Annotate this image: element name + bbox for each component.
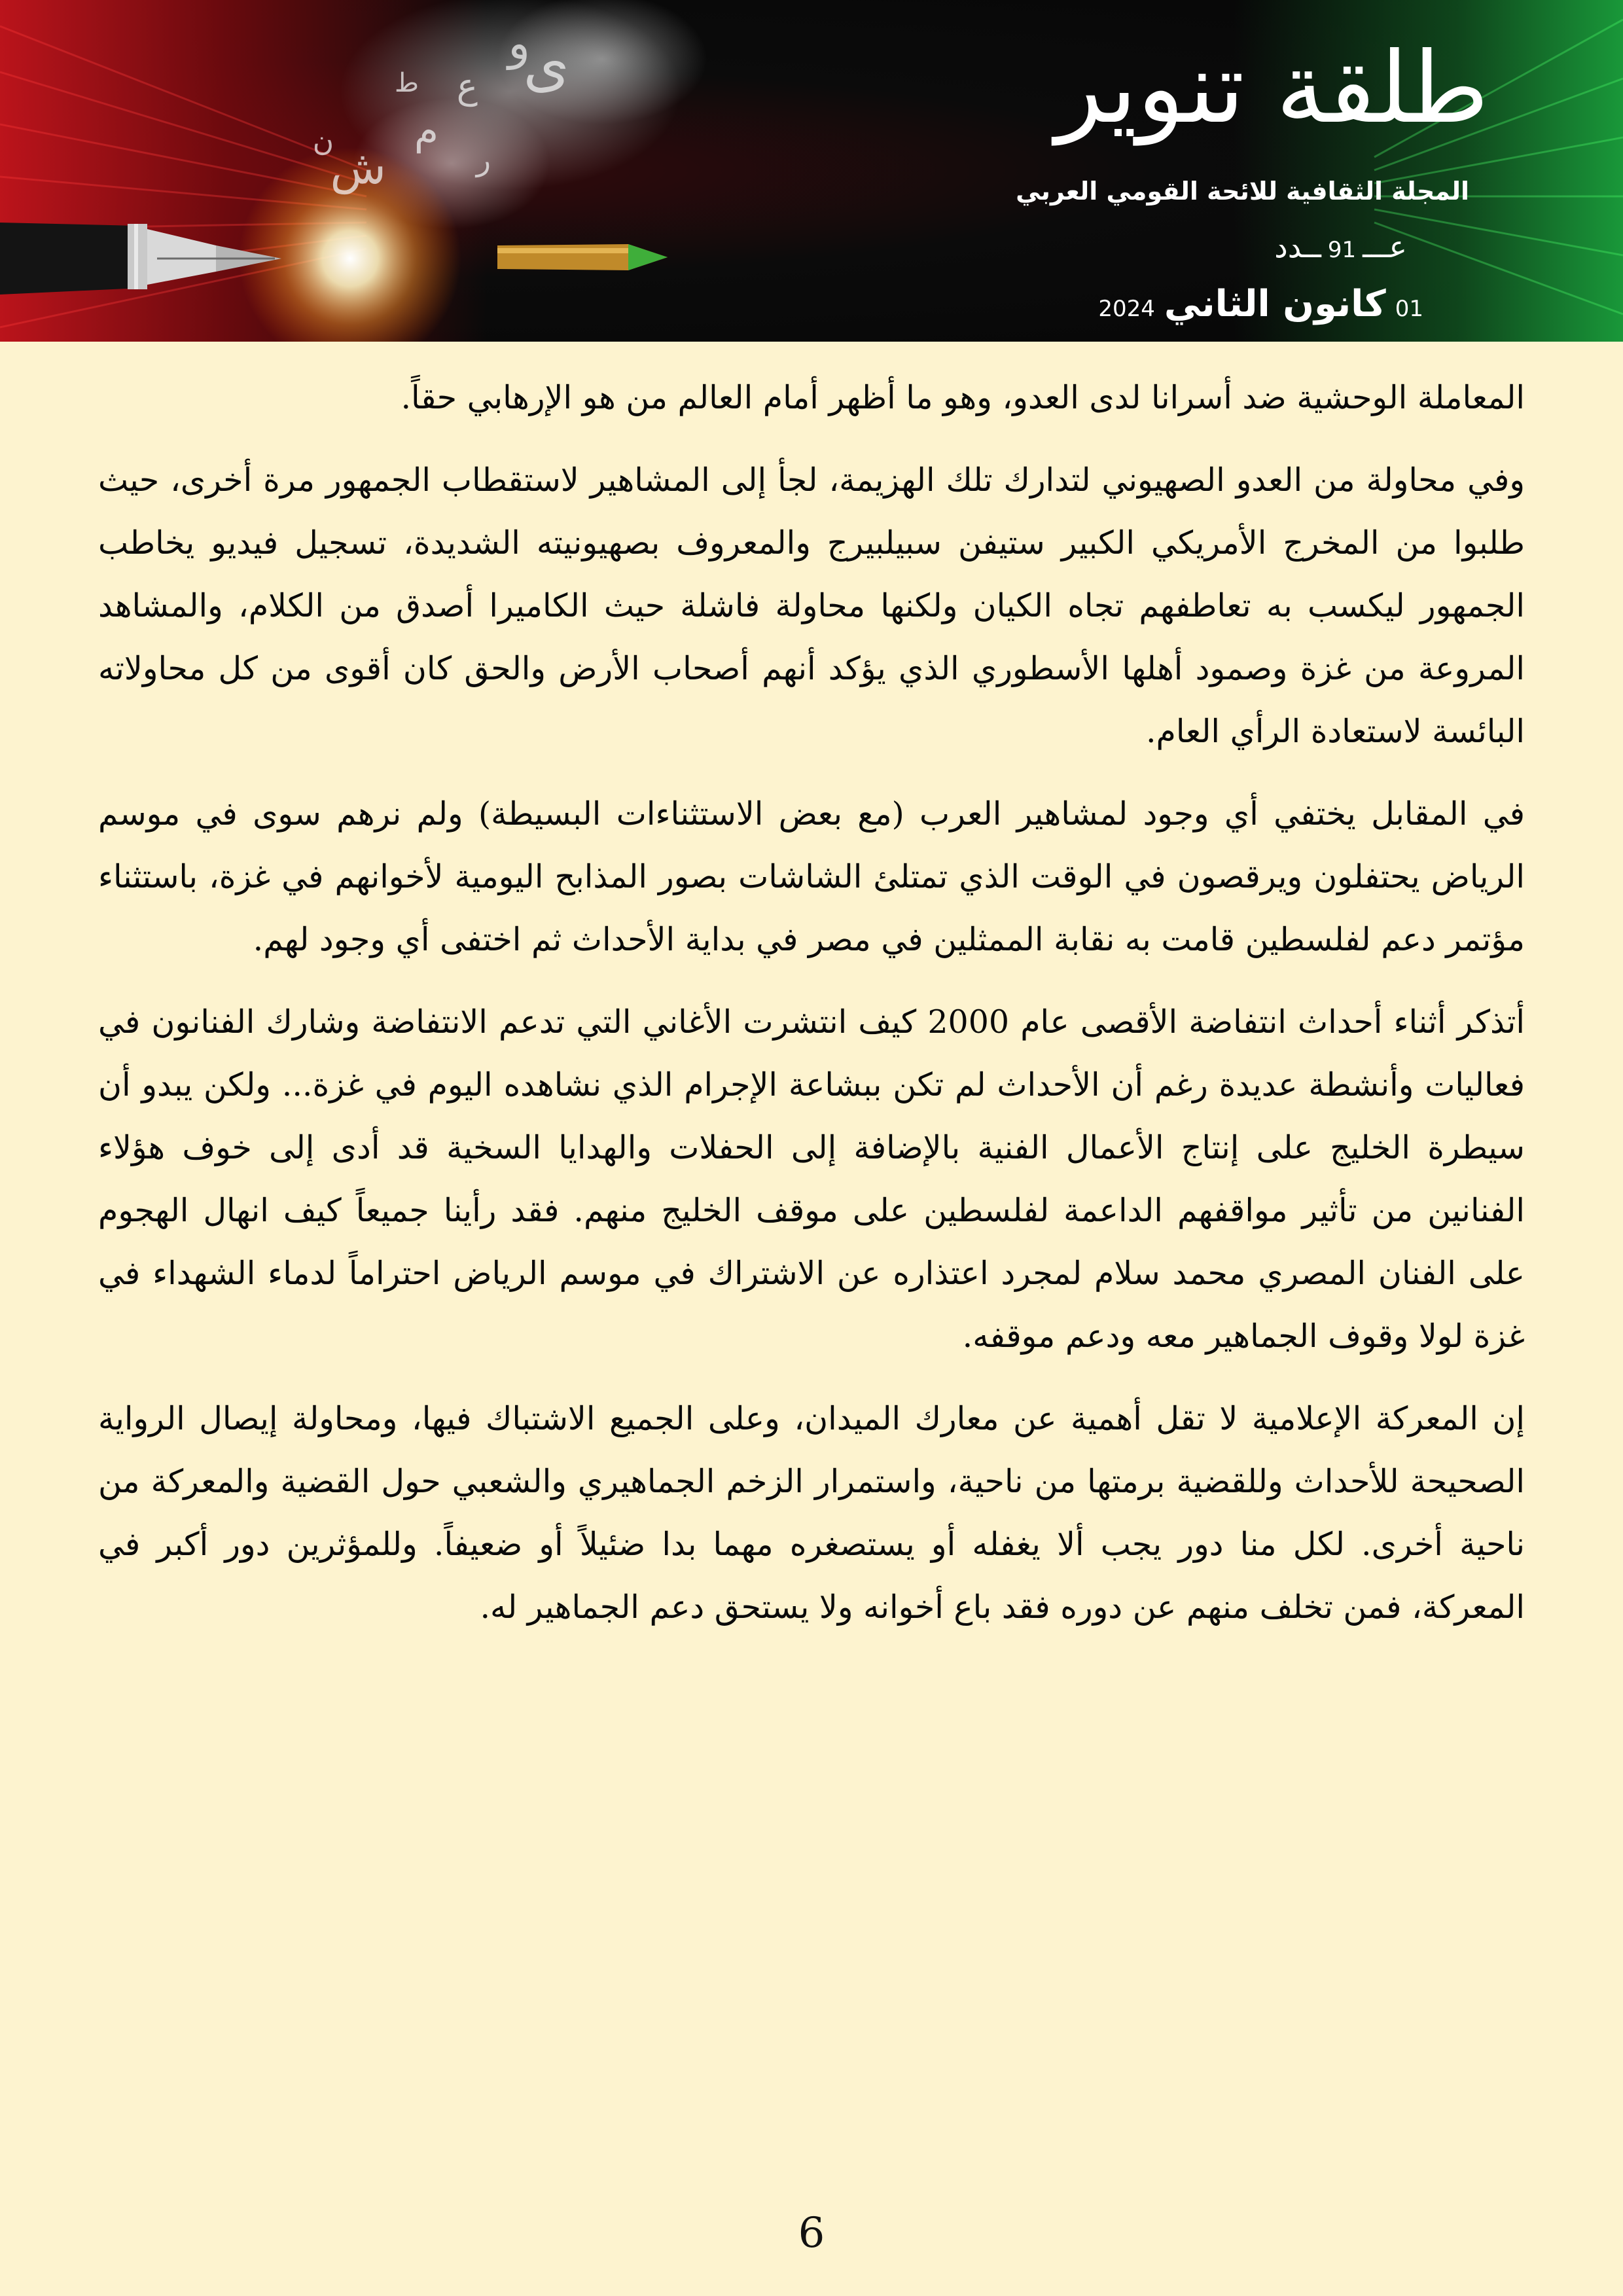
date-month: كانون الثاني bbox=[1164, 283, 1386, 325]
paragraph-2: وفي محاولة من العدو الصهيوني لتدارك تلك الهزيمة، لجأ إلى المشاهير لاستقطاب الجمهور مرة أخرى، حيث طلبوا من المخرج الأمريكي الكبير ستيفن سبيلبيرج والمعروف بصهيونيته الشديدة، تسجيل فيديو يخاطب الجمهور ليكسب به تعاطفهم تجاه الكيان ولكنها محاولة فاشلة حيث الكاميرا أصدق من الكلام، والمشاهد المروعة من غزة وصمود أهلها الأسطوري الذي يؤكد أنهم أصحاب الأرض والحق كان أقوى من كل محاولاته البائسة لاستعادة الرأي العام. bbox=[98, 461, 1525, 750]
svg-text:ط: ط bbox=[395, 68, 419, 98]
page-number: 6 bbox=[798, 2209, 825, 2257]
smoke-letters-icon bbox=[281, 13, 622, 249]
magazine-title: طلقة تنوير bbox=[1055, 31, 1489, 145]
issue-label-end: ــدد bbox=[1274, 229, 1321, 264]
date-year: 2024 bbox=[1098, 296, 1155, 322]
paragraph-1: المعاملة الوحشية ضد أسرانا لدى العدو، وهو ما أظهر أمام العالم من هو الإرهابي حقاً. bbox=[401, 379, 1525, 416]
svg-text:ر: ر bbox=[476, 142, 491, 177]
paragraph-3: في المقابل يختفي أي وجود لمشاهير العرب (مع بعض الاستثناءات البسيطة) ولم نرهم سوى في موسم الرياض يحتفلون ويرقصون في الوقت الذي تمتلئ الشاشات بصور المذابح اليومية لأخوانهم في غزة، باستثناء مؤتمر دعم لفلسطين قامت به نقابة الممثلين في مصر في بداية الأحداث ثم اختفى أي وجود لهم. bbox=[98, 795, 1525, 958]
issue-date bbox=[1098, 283, 1423, 325]
masthead bbox=[0, 0, 1623, 342]
magazine-subtitle: المجلة الثقافية للائحة القومي العربي bbox=[1016, 177, 1469, 206]
svg-text:و: و bbox=[508, 16, 530, 70]
issue-number-label bbox=[1274, 229, 1407, 264]
issue-number: 91 bbox=[1327, 237, 1357, 263]
svg-text:ع: ع bbox=[456, 65, 478, 107]
svg-text:م: م bbox=[414, 108, 438, 154]
date-day: 01 bbox=[1395, 296, 1423, 322]
paragraph-5: إن المعركة الإعلامية لا تقل أهمية عن معارك الميدان، وعلى الجميع الاشتباك فيها، ومحاولة إيصال الرواية الصحيحة للأحداث وللقضية برمتها من ناحية، واستمرار الزخم الجماهيري والشعبي حول القضية والمعركة من ناحية أخرى. لكل منا دور يجب ألا يغفله أو يستصغره مهما بدا ضئيلاً أو ضعيفاً. وللمؤثرين دور أكبر في المعركة، فمن تخلف منهم عن دوره فقد باع أخوانه ولا يستحق دعم الجماهير له. bbox=[98, 1400, 1525, 1626]
article-body bbox=[98, 367, 1525, 1659]
issue-label-start: عـــ bbox=[1363, 229, 1407, 264]
paragraph-4: أتذكر أثناء أحداث انتفاضة الأقصى عام 2000 كيف انتشرت الأغاني التي تدعم الانتفاضة وشارك الفنانون في فعاليات وأنشطة عديدة رغم أن الأحداث لم تكن ببشاعة الإجرام الذي نشاهده اليوم في غزة... ولكن يبدو أن سيطرة الخليج على إنتاج الأعمال الفنية بالإضافة إلى الحفلات والهدايا السخية قد أدى إلى خوف هؤلاء الفنانين من تأثير مواقفهم الداعمة لفلسطين على موقف الخليج منهم. فقد رأينا جميعاً كيف انهال الهجوم على الفنان المصري محمد سلام لمجرد اعتذاره عن الاشتراك في موسم الرياض احتراماً لدماء الشهداء في غزة لولا وقوف الجماهير معه ودعم موقفه. bbox=[98, 1003, 1525, 1355]
svg-text:ش: ش bbox=[330, 141, 386, 194]
svg-text:ن: ن bbox=[312, 124, 334, 158]
svg-text:ى: ى bbox=[523, 31, 569, 99]
